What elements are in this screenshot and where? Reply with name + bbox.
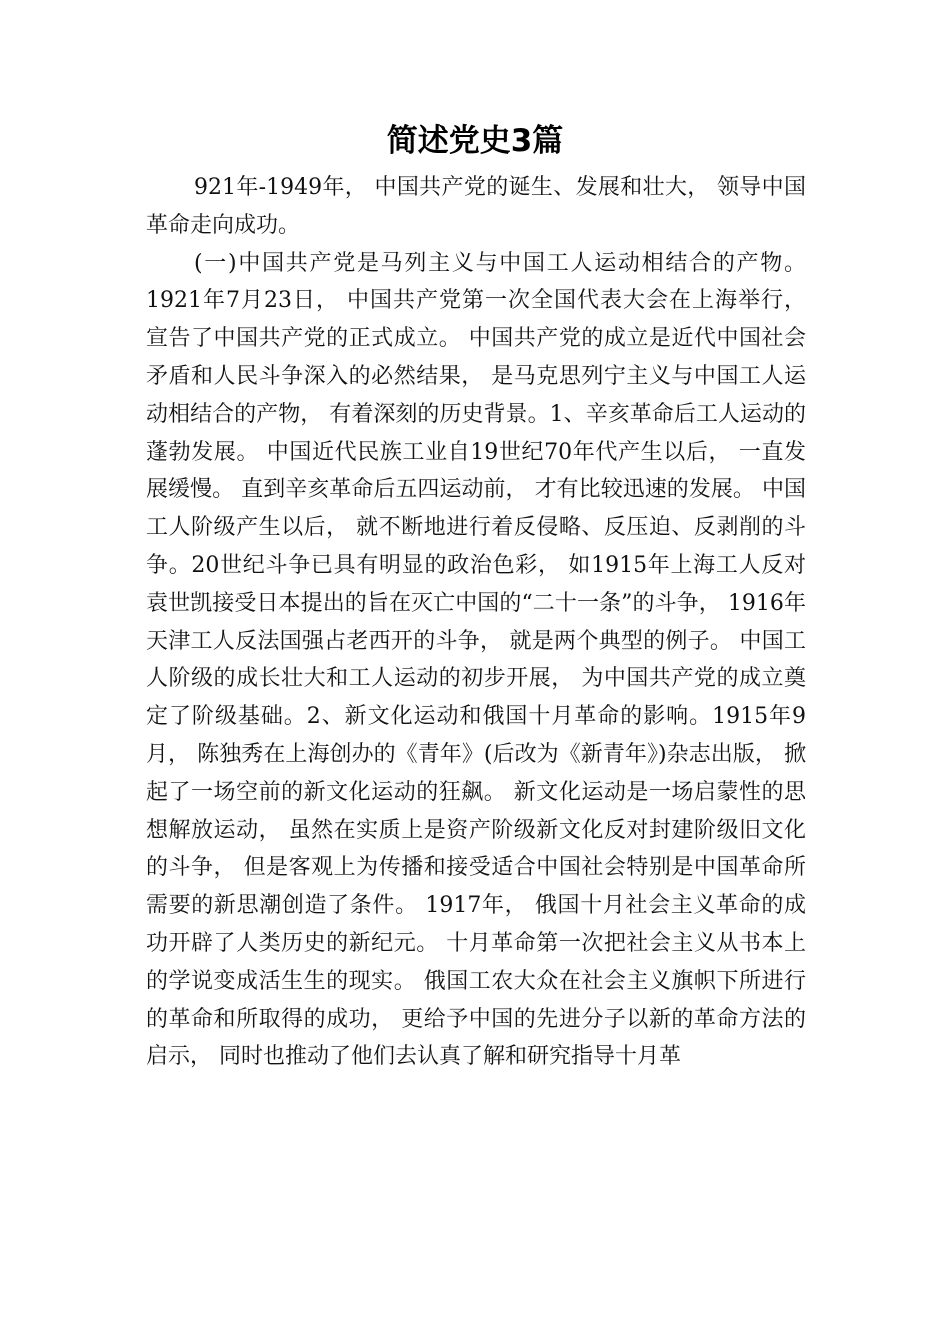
document-body	[146, 169, 806, 1076]
paragraph-intro: 921年-1949年， 中国共产党的诞生、发展和壮大， 领导中国革命走向成功。	[146, 175, 806, 238]
document-title: 简述党史3篇	[386, 123, 564, 159]
paragraph-section-one: (一)中国共产党是马列主义与中国工人运动相结合的产物。1921年7月23日， 中国共产党第一次全国代表大会在上海举行， 宣告了中国共产党的正式成立。 中国共产党的成立是近代中国社会矛盾和人民斗争深入的必然结果， 是马克思列宁主义与中国工人运动相结合的产物， 有着深刻的历史背景。1、辛亥革命后工人运动的蓬勃发展。 中国近代民族工业自19世纪70年代产生以后， 一直发展缓慢。 直到辛亥革命后五四运动前， 才有比较迅速的发展。 中国工人阶级产生以后， 就不断地进行着反侵略、反压迫、反剥削的斗争。20世纪斗争已具有明显的政治色彩， 如1915年上海工人反对袁世凯接受日本提出的旨在灭亡中国的“二十一条”的斗争， 1916年天津工人反法国强占老西开的斗争， 就是两个典型的例子。 中国工人阶级的成长壮大和工人运动的初步开展， 为中国共产党的成立奠定了阶级基础。2、新文化运动和俄国十月革命的影响。1915年9月， 陈独秀在上海创办的《青年》(后改为《新青年》)杂志出版， 掀起了一场空前的新文化运动的狂飙。 新文化运动是一场启蒙性的思想解放运动， 虽然在实质上是资产阶级新文化反对封建阶级旧文化的斗争， 但是客观上为传播和接受适合中国社会特别是中国革命所需要的新思潮创造了条件。 1917年， 俄国十月社会主义革命的成功开辟了人类历史的新纪元。 十月革命第一次把社会主义从书本上的学说变成活生生的现实。 俄国工农大众在社会主义旗帜下所进行的革命和所取得的成功， 更给予中国的先进分子以新的革命方法的启示， 同时也推动了他们去认真了解和研究指导十月革	[146, 250, 806, 1070]
